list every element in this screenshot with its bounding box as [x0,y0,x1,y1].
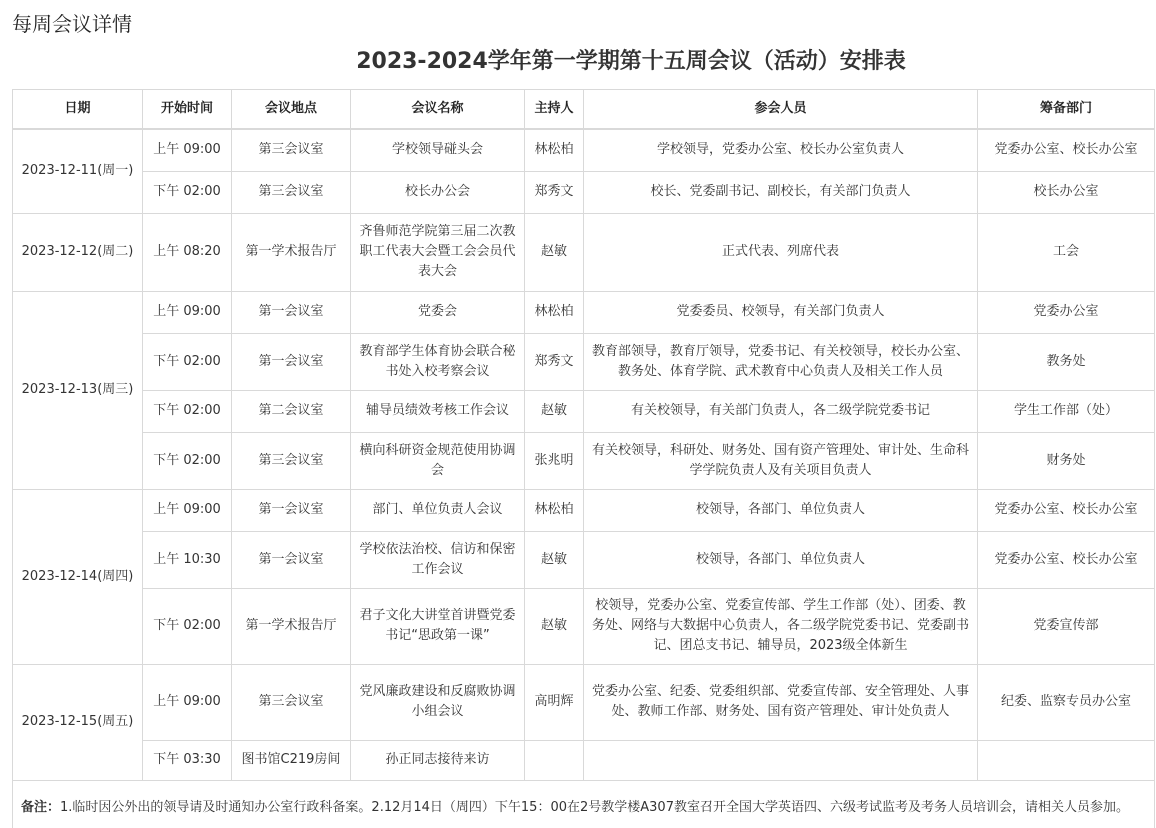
table-row [13,333,1155,390]
time-cell: 上午 09:00 [143,129,232,171]
host-cell: 林松柏 [525,129,584,171]
note-cell [13,780,1155,828]
meeting-name-cell: 齐鲁师范学院第三届二次教职工代表大会暨工会会员代表大会 [351,213,525,291]
meeting-name-cell: 党风廉政建设和反腐败协调小组会议 [351,664,525,740]
host-cell: 高明辉 [525,664,584,740]
host-cell: 林松柏 [525,291,584,333]
meeting-name-cell: 横向科研资金规范使用协调会 [351,432,525,489]
date-cell: 2023-12-12(周二) [13,213,143,291]
attendees-cell: 校领导，各部门、单位负责人 [584,489,978,531]
date-cell: 2023-12-13(周三) [13,291,143,489]
department-cell: 党委办公室、校长办公室 [978,129,1155,171]
note-label: 备注： [21,799,61,815]
meeting-name-cell: 党委会 [351,291,525,333]
department-cell: 财务处 [978,432,1155,489]
time-cell: 上午 09:00 [143,664,232,740]
host-cell: 林松柏 [525,489,584,531]
host-cell: 赵敏 [525,390,584,432]
column-header-date: 日期 [13,90,143,130]
attendees-cell: 有关校领导，科研处、财务处、国有资产管理处、审计处、生命科学学院负责人及有关项目负责人 [584,432,978,489]
date-cell: 2023-12-15(周五) [13,664,143,780]
department-cell: 党委宣传部 [978,588,1155,664]
table-row [13,171,1155,213]
column-header-meeting-name: 会议名称 [351,90,525,130]
attendees-cell: 有关校领导，有关部门负责人，各二级学院党委书记 [584,390,978,432]
time-cell: 上午 09:00 [143,489,232,531]
meeting-name-cell: 学校依法治校、信访和保密工作会议 [351,531,525,588]
department-cell: 教务处 [978,333,1155,390]
location-cell: 第一会议室 [232,333,351,390]
meeting-name-cell: 辅导员绩效考核工作会议 [351,390,525,432]
host-cell: 张兆明 [525,432,584,489]
time-cell: 下午 02:00 [143,588,232,664]
location-cell: 第一会议室 [232,489,351,531]
host-cell: 赵敏 [525,531,584,588]
time-cell: 下午 02:00 [143,390,232,432]
department-cell: 党委办公室、校长办公室 [978,489,1155,531]
host-cell [525,740,584,780]
attendees-cell: 正式代表、列席代表 [584,213,978,291]
meeting-name-cell: 教育部学生体育协会联合秘书处入校考察会议 [351,333,525,390]
attendees-cell: 党委办公室、纪委、党委组织部、党委宣传部、安全管理处、人事处、教师工作部、财务处、国有资产管理处、审计处负责人 [584,664,978,740]
time-cell: 上午 09:00 [143,291,232,333]
attendees-cell: 党委委员、校领导，有关部门负责人 [584,291,978,333]
schedule-title: 2023-2024学年第一学期第十五周会议（活动）安排表 [356,49,906,74]
location-cell: 第一学术报告厅 [232,213,351,291]
department-cell: 党委办公室、校长办公室 [978,531,1155,588]
page-header: 每周会议详情 [12,12,132,36]
department-cell: 学生工作部（处） [978,390,1155,432]
location-cell: 第二会议室 [232,390,351,432]
meeting-schedule-table [12,89,1155,828]
department-cell: 纪委、监察专员办公室 [978,664,1155,740]
attendees-cell: 教育部领导，教育厅领导，党委书记、有关校领导，校长办公室、教务处、体育学院、武术教育中心负责人及相关工作人员 [584,333,978,390]
table-row [13,129,1155,171]
table-row [13,664,1155,740]
meeting-name-cell: 部门、单位负责人会议 [351,489,525,531]
attendees-cell: 学校领导，党委办公室、校长办公室负责人 [584,129,978,171]
table-header-row [13,90,1155,130]
meeting-table-container[interactable] [12,89,1156,828]
date-cell: 2023-12-14(周四) [13,489,143,664]
table-row [13,531,1155,588]
location-cell: 第一会议室 [232,291,351,333]
host-cell: 赵敏 [525,588,584,664]
note-text: 1.临时因公外出的领导请及时通知办公室行政科备案。2.12月14日（周四）下午15：00在2号教学楼A307教室召开全国大学英语四、六级考试监考及考务人员培训会，请相关人员参加。 [60,799,1129,815]
meeting-name-cell: 君子文化大讲堂首讲暨党委书记“思政第一课” [351,588,525,664]
department-cell: 党委办公室 [978,291,1155,333]
date-cell: 2023-12-11(周一) [13,129,143,213]
time-cell: 下午 02:00 [143,171,232,213]
location-cell: 第三会议室 [232,171,351,213]
table-row [13,588,1155,664]
department-cell: 工会 [978,213,1155,291]
column-header-department: 筹备部门 [978,90,1155,130]
host-cell: 郑秀文 [525,171,584,213]
column-header-attendees: 参会人员 [584,90,978,130]
location-cell: 第一会议室 [232,531,351,588]
host-cell: 郑秀文 [525,333,584,390]
time-cell: 上午 08:20 [143,213,232,291]
note-row [13,780,1155,828]
location-cell: 第三会议室 [232,129,351,171]
meeting-name-cell: 学校领导碰头会 [351,129,525,171]
time-cell: 下午 03:30 [143,740,232,780]
column-header-host: 主持人 [525,90,584,130]
table-row [13,432,1155,489]
table-row [13,740,1155,780]
time-cell: 下午 02:00 [143,432,232,489]
attendees-cell [584,740,978,780]
attendees-cell: 校领导，党委办公室、党委宣传部、学生工作部（处）、团委、教务处、网络与大数据中心负责人，各二级学院党委书记、党委副书记、团总支书记、辅导员，2023级全体新生 [584,588,978,664]
location-cell: 图书馆C219房间 [232,740,351,780]
meeting-name-cell: 孙正同志接待来访 [351,740,525,780]
department-cell [978,740,1155,780]
location-cell: 第三会议室 [232,432,351,489]
column-header-start-time: 开始时间 [143,90,232,130]
table-row [13,489,1155,531]
location-cell: 第一学术报告厅 [232,588,351,664]
column-header-location: 会议地点 [232,90,351,130]
attendees-cell: 校领导，各部门、单位负责人 [584,531,978,588]
table-row [13,213,1155,291]
time-cell: 上午 10:30 [143,531,232,588]
meeting-name-cell: 校长办公会 [351,171,525,213]
host-cell: 赵敏 [525,213,584,291]
table-row [13,291,1155,333]
department-cell: 校长办公室 [978,171,1155,213]
time-cell: 下午 02:00 [143,333,232,390]
table-row [13,390,1155,432]
location-cell: 第三会议室 [232,664,351,740]
attendees-cell: 校长、党委副书记、副校长，有关部门负责人 [584,171,978,213]
